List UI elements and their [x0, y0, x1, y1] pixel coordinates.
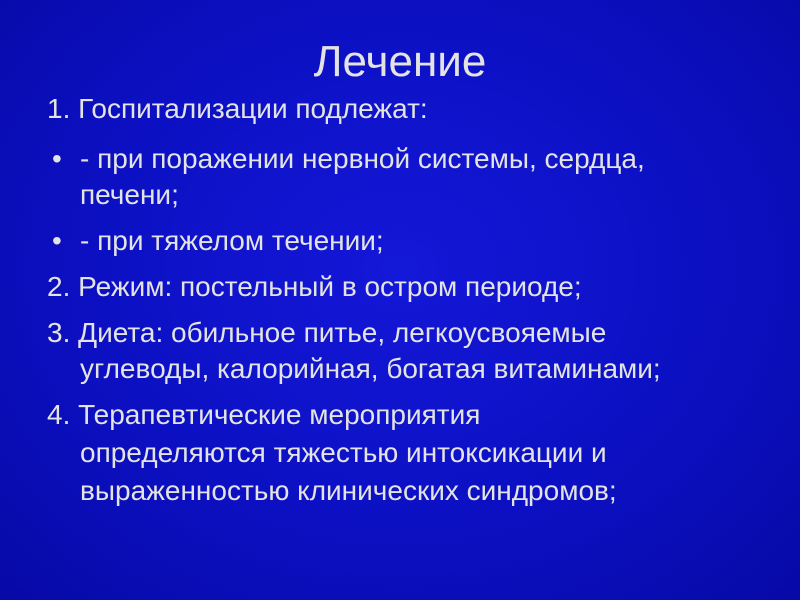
- list-item-4-line-3: выраженностью клинических синдромов;: [80, 475, 617, 506]
- list-item-4-line-1: 4. Терапевтические мероприятия: [47, 399, 481, 430]
- bullet-item-1-line-1: - при поражении нервной системы, сердца,: [80, 143, 645, 174]
- bullet-item-1-line-2: печени;: [80, 179, 179, 210]
- list-item-1: 1. Госпитализации подлежат:: [47, 93, 428, 124]
- bullet-item-2-line-1: - при тяжелом течении;: [80, 225, 384, 256]
- list-item-4-line-2: определяются тяжестью интоксикации и: [80, 437, 607, 468]
- list-item-2: 2. Режим: постельный в остром периоде;: [47, 271, 582, 302]
- slide-title: Лечение: [313, 37, 487, 86]
- list-item-3-line-2: углеводы, калорийная, богатая витаминами;: [80, 353, 661, 384]
- bullet-marker-2: •: [52, 225, 62, 256]
- list-item-3-line-1: 3. Диета: обильное питье, легкоусвояемые: [47, 317, 607, 348]
- bullet-marker-1: •: [52, 143, 62, 174]
